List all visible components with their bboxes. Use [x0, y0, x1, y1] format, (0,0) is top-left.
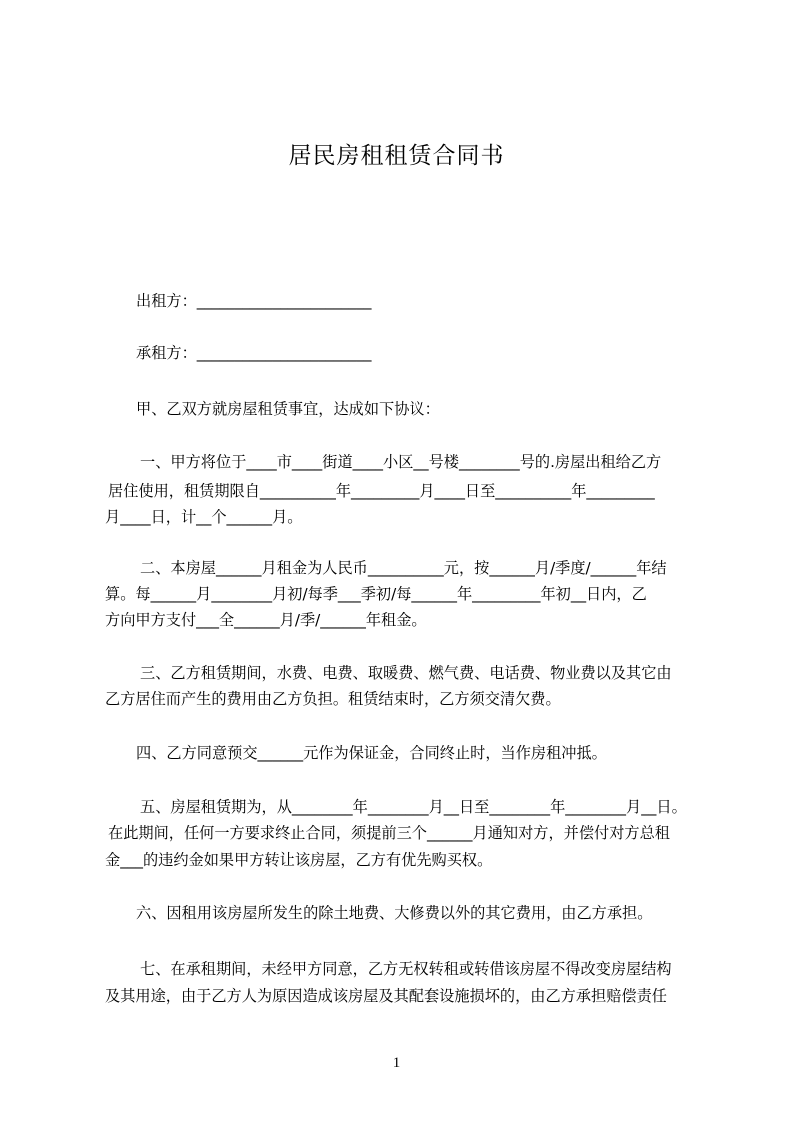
clause-4: 四、乙方同意预交______元作为保证金，合同终止时，当作房租冲抵。 — [136, 744, 607, 762]
clause-1-line: 一、甲方将位于____市____街道____小区__号楼________号的.房屋出租给乙方 — [140, 453, 662, 471]
clause-7-line: 及其用途，由于乙方人为原因造成该房屋及其配套设施损坏的，由乙方承担赔偿责任 — [105, 987, 667, 1005]
clause-7-line: 七、在承租期间，未经甲方同意，乙方无权转租或转借该房屋不得改变房屋结构 — [140, 960, 672, 978]
clause-2-line: 算。每______月________月初/每季___季初/每______年_________年初__日内，乙 — [105, 585, 647, 603]
clause-2-line: 二、本房屋______月租金为人民币__________元，按______月/季度/______年结 — [140, 559, 667, 577]
clause-3-line: 乙方居住而产生的费用由乙方负担。租赁结束时，乙方须交清欠费。 — [105, 690, 561, 708]
clause-5-line: 在此期间，任何一方要求终止合同，须提前三个______月通知对方，并偿付对方总租 — [108, 824, 670, 842]
lessee-line: 承租方：_______________________ — [136, 344, 372, 362]
clause-5-line: 五、房屋租赁期为，从________年________月__日至________年________月__日。 — [140, 798, 687, 816]
clause-1-line: 居住使用，租赁期限自__________年_________月____日至__________年_________ — [108, 482, 655, 500]
clause-3-line: 三、乙方租赁期间，水费、电费、取暖费、燃气费、电话费、物业费以及其它由 — [140, 664, 672, 682]
intro-line: 甲、乙双方就房屋租赁事宜，达成如下协议： — [136, 400, 440, 418]
clause-2-line: 方向甲方支付___全______月/季/______年租金。 — [105, 611, 427, 629]
clause-1-line: 月____日，计__个______月。 — [105, 508, 303, 526]
page-number: 1 — [392, 1055, 401, 1071]
clause-6: 六、因租用该房屋所发生的除土地费、大修费以外的其它费用，由乙方承担。 — [136, 904, 653, 922]
clause-5-line: 金___的违约金如果甲方转让该房屋，乙方有优先购买权。 — [105, 851, 493, 869]
document-title: 居民房租租赁合同书 — [288, 143, 505, 169]
lessor-line: 出租方：_______________________ — [136, 292, 372, 310]
